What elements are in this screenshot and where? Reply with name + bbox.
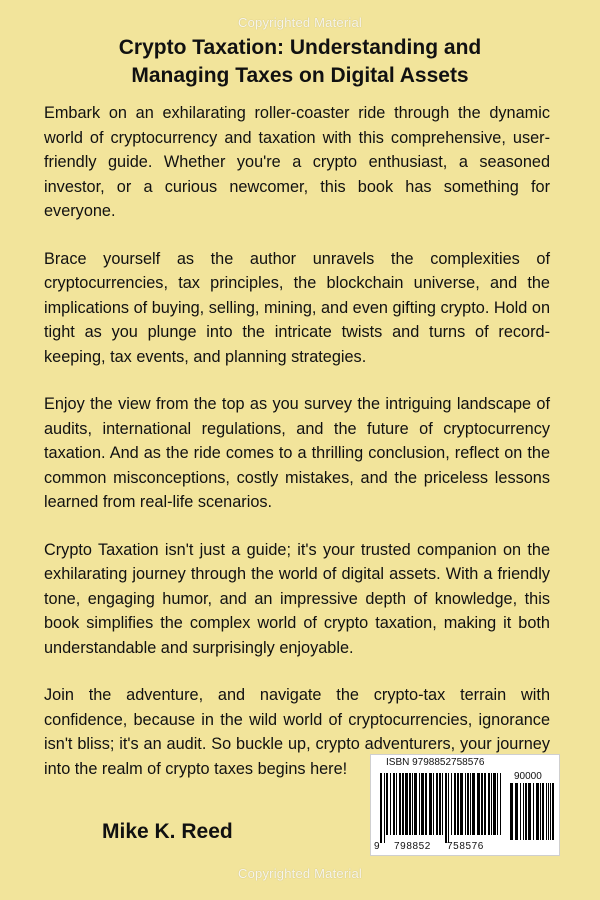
barcode-bar: [442, 773, 443, 835]
barcode-bar: [436, 773, 438, 835]
description-paragraph-1: Embark on an exhilarating roller-coaster ride through the dynamic world of cryptocurrency and taxation with this comprehensive, user-friendly guide. Whether you're a crypto enthusiast, a seasoned investor, or a curious newcomer, this book has something for everyone.: [44, 104, 550, 220]
barcode-bar: [497, 773, 498, 835]
barcode-bar: [548, 783, 549, 840]
barcode-bar: [481, 773, 483, 835]
barcode-bar: [412, 773, 413, 835]
barcode-bar: [550, 783, 551, 840]
barcode-bar: [520, 783, 521, 840]
barcode-bar: [536, 783, 539, 840]
barcode-bar: [546, 783, 547, 840]
barcode-bar: [493, 773, 496, 835]
barcode-bar: [433, 773, 434, 835]
isbn-barcode: [370, 754, 560, 856]
description-paragraph-3: Enjoy the view from the top as you survey the intriguing landscape of audits, international regulations, and the future of cryptocurrency taxation. And as the ride comes to a thrilling conclusion, reflect on the common misconceptions, costly mistakes, and the priceless lessons learned from real-life scenarios.: [44, 395, 550, 511]
book-title-line-1: Crypto Taxation: Understanding and: [118, 36, 482, 59]
barcode-bar: [396, 773, 397, 835]
description-paragraph-5: Join the adventure, and navigate the crypto-tax terrain with confidence, because in the wild world of cryptocurrencies, ignorance isn't bliss; it's an audit. So buckle up, crypto adventurers, your journey into the realm of crypto taxes begins here!: [44, 686, 550, 778]
price-addon-number: 90000: [514, 771, 542, 782]
barcode-bar: [540, 783, 541, 840]
barcode-bar: [484, 773, 486, 835]
barcode-bar: [454, 773, 456, 835]
barcode-bar: [439, 773, 441, 835]
barcode-bar: [552, 783, 554, 840]
barcode-bar: [465, 773, 466, 835]
barcode-bar: [448, 773, 449, 843]
barcode-bar: [419, 773, 420, 835]
barcode-bar: [491, 773, 492, 835]
barcode-bar: [399, 773, 401, 835]
barcode-bar: [525, 783, 527, 840]
barcode-bar: [500, 773, 501, 835]
barcode-bar: [460, 773, 463, 835]
barcode-bar: [393, 773, 395, 835]
barcode-addon-bars: [510, 783, 554, 848]
barcode-bar: [515, 783, 518, 840]
barcode-bar: [414, 773, 417, 835]
description-paragraph-4: Crypto Taxation isn't just a guide; it's your trusted companion on the exhilarating journey through the world of digital assets. With a friendly tone, engaging humor, and an impressive depth of knowledge, this book simplifies the complex world of crypto taxation, making it both understandable and surprisingly enjoyable.: [44, 540, 550, 657]
barcode-bar: [488, 773, 490, 835]
barcode-lead-digit: 9: [374, 841, 381, 852]
barcode-bar: [467, 773, 469, 835]
barcode-bar: [472, 773, 475, 835]
author-name: Mike K. Reed: [102, 820, 233, 843]
barcode-bar: [533, 783, 534, 840]
barcode-bar: [451, 773, 452, 835]
barcode-main-bars: [380, 773, 501, 843]
barcode-bar: [477, 773, 480, 835]
barcode-bar: [405, 773, 408, 835]
barcode-bar: [421, 773, 424, 835]
barcode-bar: [470, 773, 471, 835]
barcode-bar: [429, 773, 432, 835]
barcode-bar: [523, 783, 524, 840]
barcode-bar: [386, 773, 388, 835]
isbn-number: ISBN 9798852758576: [386, 757, 485, 768]
barcode-bar: [390, 773, 391, 835]
barcode-bar: [528, 783, 531, 840]
barcode-digits-group-2: 758576: [447, 841, 484, 852]
barcode-bar: [510, 783, 513, 840]
barcode-bar: [384, 773, 385, 843]
book-title: [0, 34, 600, 90]
barcode-bar: [542, 783, 544, 840]
description-paragraph-2: Brace yourself as the author unravels the complexities of cryptocurrencies, tax principles, the blockchain universe, and the implications of buying, selling, mining, and even gifting crypto. Hold on tight as you plunge into the intricate twists and turns of record-keeping, tax events, and planning strategies.: [44, 249, 550, 366]
barcode-bar: [457, 773, 459, 835]
copyright-watermark-bottom: Copyrighted Material: [238, 866, 362, 881]
barcode-bar: [425, 773, 427, 835]
barcode-digits-group-1: 798852: [394, 841, 431, 852]
barcode-bar: [445, 773, 447, 843]
barcode-bar: [409, 773, 411, 835]
copyright-watermark-top: Copyrighted Material: [238, 15, 362, 30]
book-description: [44, 101, 550, 804]
book-title-line-2: Managing Taxes on Digital Assets: [131, 64, 469, 87]
barcode-bar: [402, 773, 404, 835]
barcode-bar: [380, 773, 382, 843]
